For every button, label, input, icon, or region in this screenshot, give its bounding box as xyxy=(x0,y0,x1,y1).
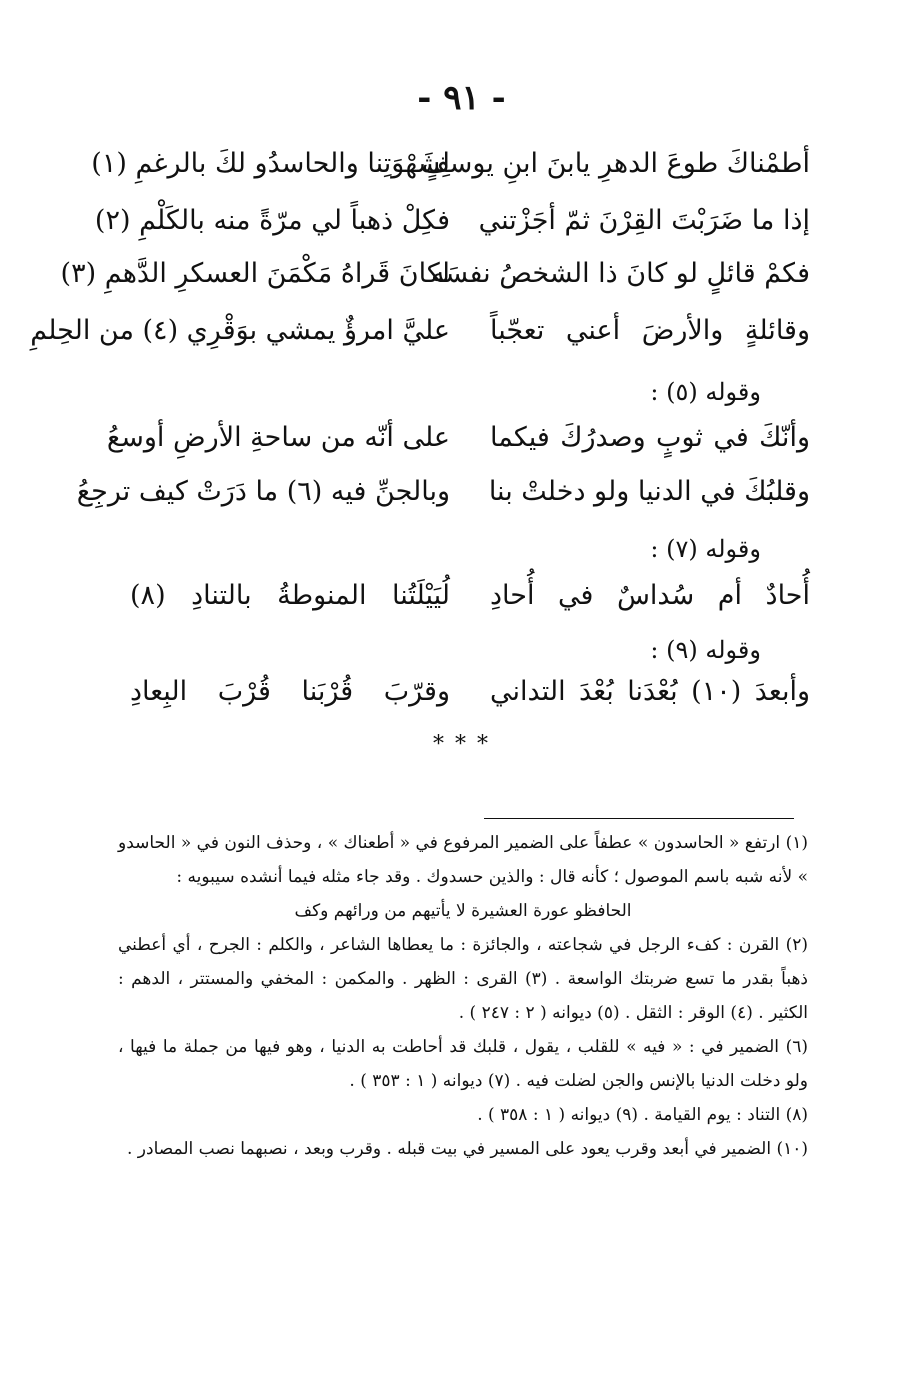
verse-first-hemistich: وأنّكَ في ثوبٍ وصدرُكَ فيكما xyxy=(490,422,810,453)
verse-intro: وقوله (٧) : xyxy=(650,535,761,563)
verse-line xyxy=(106,422,810,474)
verse-line xyxy=(76,476,810,528)
verse-first-hemistich: إذا ما ضَرَبْتَ القِرْنَ ثمّ أجَزْتني xyxy=(478,205,810,236)
verse-line xyxy=(130,676,810,728)
verse-first-hemistich: وقلبُكَ في الدنيا ولو دخلتْ بنا xyxy=(488,476,810,507)
verse-intro: وقوله (٩) : xyxy=(650,636,761,664)
footnote-2-5: (٢) القرن : كفء الرجل في شجاعته ، والجائزة : ما يعطاها الشاعر ، والكلم : الجرح ، أي أعطني ذهباً بقدر ما تسع ضربتك الواسعة . (٣) القرى : الظهر . والمكمن : المخفي والمستتر ، الدهم : الكثير . (٤) الوقر : الثقل . (٥) ديوانه ( ٢ : ٢٤٧ ) . xyxy=(118,935,809,1023)
verse-line xyxy=(130,580,810,632)
verse-second-hemistich: وقرّبَ قُرْبَنا قُرْبَ البِعادِ xyxy=(130,676,450,707)
footnote-8-9: (٨) التناد : يوم القيامة . (٩) ديوانه ( ١ : ٣٥٨ ) . xyxy=(477,1105,808,1125)
verse-first-hemistich: وأبعدَ (١٠) بُعْدَنا بُعْدَ التداني xyxy=(490,676,811,707)
footnote-6-7: (٦) الضمير في : « فيه » للقلب ، يقول ، قلبك قد أحاطت به الدنيا ، وهو فيها من جملة ما فيها ، ولو دخلت الدنيا بالإنس والجن لضلت فيه . (٧) ديوانه ( ١ : ٣٥٣ ) . xyxy=(118,1037,808,1091)
verse-second-hemistich: لُيَيْلَتُنا المنوطةُ بالتنادِ (٨) xyxy=(130,580,450,611)
verse-intro: وقوله (٥) : xyxy=(650,378,761,406)
footnote-rule xyxy=(484,818,794,819)
verse-second-hemistich: وبالجنِّ فيه (٦) ما دَرَتْ كيف ترجِعُ xyxy=(76,476,450,507)
verse-second-hemistich: لكانَ قَراهُ مَكْمَنَ العسكرِ الدَّهمِ (٣) xyxy=(60,258,450,289)
verse-second-hemistich: فكِلْ ذهباً لي مرّةً منه بالكَلْمِ (٢) xyxy=(94,205,450,236)
page-number: - ٩١ - xyxy=(417,78,506,118)
verse-first-hemistich: وقائلةٍ والأرضَ أعني تعجّباً xyxy=(490,315,810,346)
section-separator: * * * xyxy=(433,732,490,757)
footnotes xyxy=(118,826,808,1166)
verse-second-hemistich: عليَّ امرؤٌ يمشي بوَقْرِي (٤) من الحِلمِ xyxy=(30,315,450,346)
verse-second-hemistich: على أنّه من ساحةِ الأرضِ أوسعُ xyxy=(106,422,450,453)
verse-line xyxy=(30,315,810,367)
footnote-10: (١٠) الضمير في أبعد وقرب يعود على المسير في بيت قبله . وقرب وبعد ، نصبهما نصب المصادر . xyxy=(127,1139,808,1159)
footnote-1-quoted-verse: الحافظو عورة العشيرة لا يأتيهم من ورائهم وكف xyxy=(294,901,632,921)
verse-second-hemistich: لِشَهْوَتِنا والحاسدُو لكَ بالرغمِ (١) xyxy=(91,148,450,179)
footnote-1: (١) ارتفع « الحاسدون » عطفاً على الضمير المرفوع في « أطعناك » ، وحذف النون في « الحاسدو » لأنه شبه باسم الموصول ؛ كأنه قال : والذين حسدوك . وقد جاء مثله فيما أنشده سيبويه : xyxy=(118,833,808,887)
verse-first-hemistich: أُحادٌ أم سُداسٌ في أُحادِ xyxy=(490,580,810,611)
verse-line xyxy=(91,148,810,200)
verse-line xyxy=(60,258,810,310)
verse-first-hemistich: أطمْناكَ طوعَ الدهرِ يابنَ ابنِ يوسفٍ xyxy=(421,148,810,179)
verse-line xyxy=(94,205,810,257)
verse-first-hemistich: فكمْ قائلٍ لو كانَ ذا الشخصُ نفسَه xyxy=(430,258,810,289)
